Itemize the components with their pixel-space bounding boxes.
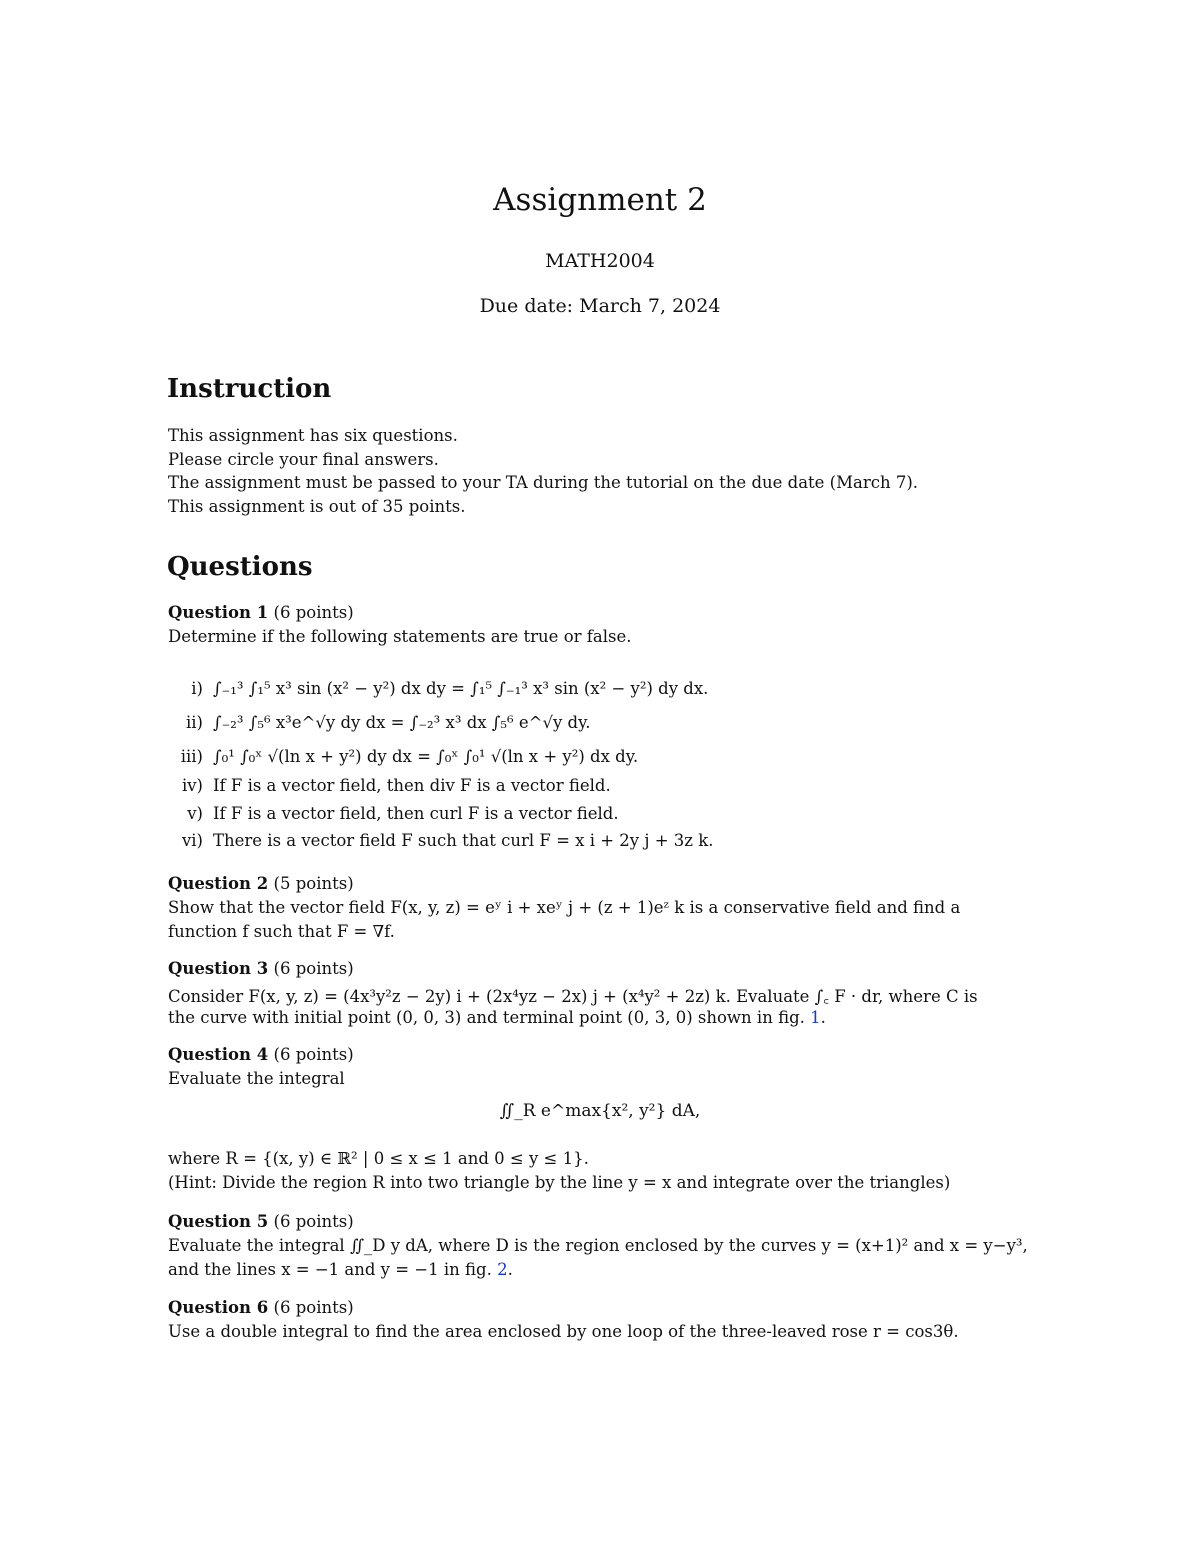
question-3-text: the curve with initial point (0, 0, 3) and terminal point (0, 3, 0) shown in fig. — [168, 1008, 805, 1027]
question-4-line-1: where R = {(x, y) ∈ ℝ² | 0 ≤ x ≤ 1 and 0 ≤ y ≤ 1}. — [168, 1149, 589, 1168]
question-5-text: and the lines x = −1 and y = −1 in fig. — [168, 1260, 492, 1279]
question-1-points: (6 points) — [273, 603, 354, 622]
item-text: ∫₋₁³ ∫₁⁵ x³ sin (x² − y²) dx dy = ∫₁⁵ ∫₋₁³ x³ sin (x² − y²) dy dx. — [213, 679, 709, 698]
instruction-line-1: This assignment has six questions. — [168, 426, 458, 445]
question-2-header — [168, 874, 354, 893]
question-3-points: (6 points) — [273, 959, 354, 978]
item-number: vi) — [181, 831, 203, 850]
instruction-line-4: This assignment is out of 35 points. — [168, 497, 466, 516]
question-5-line-2 — [168, 1260, 513, 1279]
question-4-points: (6 points) — [273, 1045, 354, 1064]
question-1-intro: Determine if the following statements are true or false. — [168, 627, 632, 646]
item-text: ∫₀¹ ∫₀ˣ √(ln x + y²) dy dx = ∫₀ˣ ∫₀¹ √(ln x + y²) dx dy. — [213, 747, 639, 766]
question-6-line-1: Use a double integral to find the area enclosed by one loop of the three-leaved rose r = cos3θ. — [168, 1322, 959, 1341]
question-1-item-v — [168, 804, 619, 823]
item-number: v) — [187, 804, 203, 823]
item-number: iv) — [181, 776, 203, 795]
question-1-item-iii — [168, 747, 638, 766]
question-2-points: (5 points) — [273, 874, 354, 893]
question-3-label: Question 3 — [168, 959, 269, 978]
item-number: iii) — [180, 747, 203, 766]
figure-2-link[interactable]: 2 — [497, 1260, 508, 1279]
instruction-heading: Instruction — [167, 374, 332, 404]
item-number: ii) — [186, 713, 203, 732]
instruction-line-3: The assignment must be passed to your TA during the tutorial on the due date (March 7). — [168, 473, 919, 492]
item-text: There is a vector field F such that curl F = x i + 2y j + 3z k. — [213, 831, 714, 850]
document-title: Assignment 2 — [493, 182, 707, 218]
question-4-hint: (Hint: Divide the region R into two triangle by the line y = x and integrate over the triangles) — [168, 1173, 951, 1192]
question-1-item-iv — [168, 776, 611, 795]
question-4-intro: Evaluate the integral — [168, 1069, 345, 1088]
questions-heading: Questions — [167, 552, 313, 582]
question-2-line-2: function f such that F = ∇f. — [168, 922, 395, 941]
course-code: MATH2004 — [545, 250, 655, 272]
question-3-line-1: Consider F(x, y, z) = (4x³y²z − 2y) i + (2x⁴yz − 2x) j + (x⁴y² + 2z) k. Evaluate ∫꜀ F · dr, where C is — [168, 987, 978, 1006]
question-6-points: (6 points) — [273, 1298, 354, 1317]
period: . — [820, 1008, 826, 1027]
question-4-header — [168, 1045, 354, 1064]
instruction-line-2: Please circle your final answers. — [168, 450, 439, 469]
question-5-line-1: Evaluate the integral ∬_D y dA, where D is the region enclosed by the curves y = (x+1)² and x = y−y³, — [168, 1236, 1028, 1255]
question-1-item-ii — [168, 713, 591, 732]
question-2-line-1: Show that the vector field F(x, y, z) = eʸ i + xeʸ j + (z + 1)eᶻ k is a conservative field and find a — [168, 898, 961, 917]
question-3-line-2 — [168, 1008, 826, 1027]
question-6-label: Question 6 — [168, 1298, 269, 1317]
item-number: i) — [191, 679, 203, 698]
due-date: Due date: March 7, 2024 — [479, 295, 721, 317]
question-4-label: Question 4 — [168, 1045, 269, 1064]
item-text: If F is a vector field, then curl F is a vector field. — [213, 804, 619, 823]
question-1-item-vi — [168, 831, 713, 850]
figure-1-link[interactable]: 1 — [810, 1008, 821, 1027]
question-5-label: Question 5 — [168, 1212, 269, 1231]
question-2-label: Question 2 — [168, 874, 269, 893]
question-5-points: (6 points) — [273, 1212, 354, 1231]
period: . — [507, 1260, 513, 1279]
question-1-header — [168, 603, 354, 622]
item-text: If F is a vector field, then div F is a vector field. — [213, 776, 611, 795]
question-4-display-integral: ∬_R e^max{x², y²} dA, — [499, 1101, 701, 1121]
question-1-item-i — [168, 679, 708, 698]
question-1-label: Question 1 — [168, 603, 269, 622]
question-3-header — [168, 959, 354, 978]
question-6-header — [168, 1298, 354, 1317]
item-text: ∫₋₂³ ∫₅⁶ x³e^√y dy dx = ∫₋₂³ x³ dx ∫₅⁶ e^√y dy. — [213, 713, 591, 732]
question-5-header — [168, 1212, 354, 1231]
